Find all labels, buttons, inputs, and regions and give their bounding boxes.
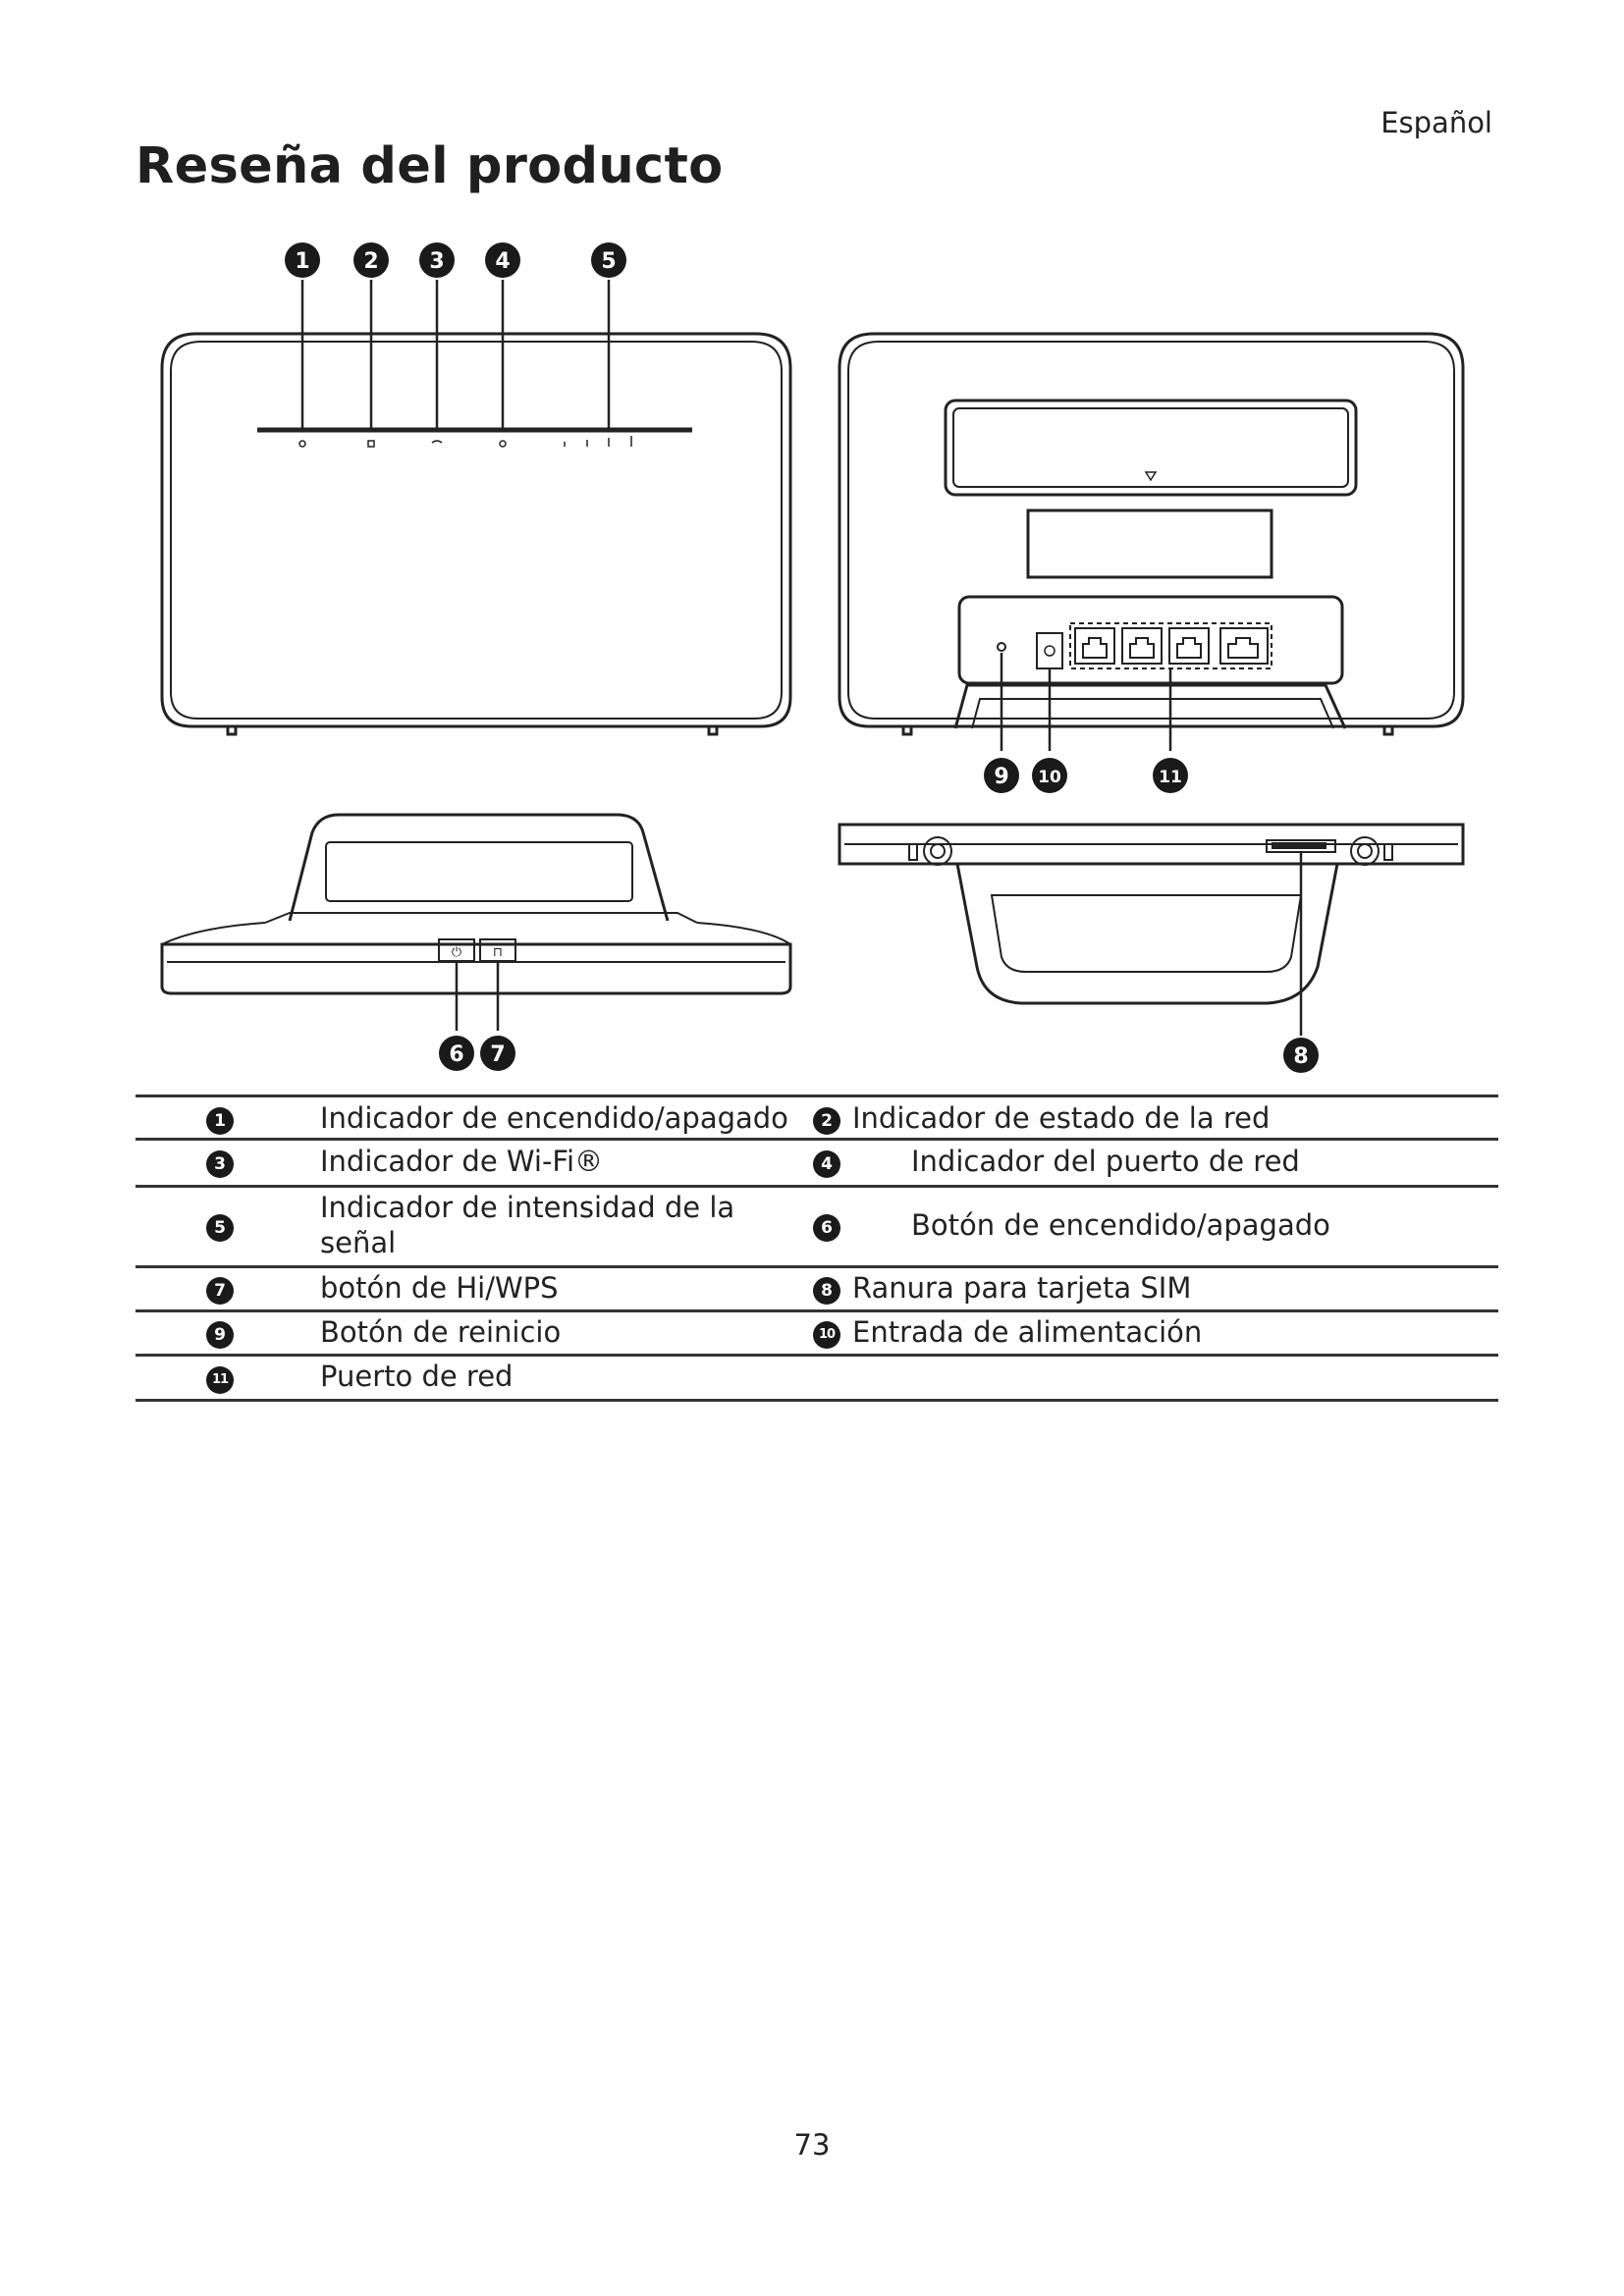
language-label: Español <box>1380 106 1492 139</box>
svg-text:9: 9 <box>994 765 1009 789</box>
router-back-view <box>839 334 1463 734</box>
legend-number: 9 <box>206 1321 234 1349</box>
legend-text: Botón de encendido/apagado <box>911 1208 1330 1242</box>
router-bottom-view <box>839 825 1463 1003</box>
svg-text:7: 7 <box>490 1042 506 1067</box>
svg-text:6: 6 <box>449 1042 464 1067</box>
legend-text: botón de Hi/WPS <box>320 1271 559 1305</box>
callout-9 <box>984 758 1019 793</box>
legend-row <box>135 1095 1498 1141</box>
legend-number: 11 <box>206 1366 234 1394</box>
legend-number: 8 <box>813 1277 840 1305</box>
legend-text: Botón de reinicio <box>320 1315 562 1349</box>
legend-row <box>135 1268 1498 1312</box>
legend-number: 3 <box>206 1150 234 1178</box>
legend-number: 1 <box>206 1107 234 1135</box>
front-leader-lines <box>302 280 609 432</box>
legend-text: señal <box>320 1226 397 1259</box>
legend-number: 5 <box>206 1214 234 1242</box>
legend-row <box>135 1357 1498 1402</box>
legend-text: Indicador de estado de la red <box>852 1101 1271 1135</box>
callout-5 <box>591 242 626 278</box>
callout-8 <box>1283 1038 1319 1073</box>
product-overview-figure <box>0 0 1624 1080</box>
legend-row <box>135 1312 1498 1357</box>
callout-4 <box>485 242 520 278</box>
legend-text: Indicador de intensidad de la <box>320 1191 735 1224</box>
callout-2 <box>353 242 389 278</box>
svg-text:1: 1 <box>295 249 310 274</box>
callout-1 <box>285 242 320 278</box>
router-front-view <box>162 334 790 734</box>
legend-text: Indicador de encendido/apagado <box>320 1101 788 1135</box>
svg-text:3: 3 <box>429 249 445 274</box>
legend-text: Entrada de alimentación <box>852 1315 1203 1349</box>
callout-11 <box>1153 758 1188 793</box>
legend-text: Indicador de Wi-Fi® <box>320 1145 604 1178</box>
page-title: Reseña del producto <box>135 137 724 195</box>
top-leader-lines <box>457 962 498 1031</box>
svg-text:8: 8 <box>1293 1044 1309 1069</box>
svg-text:⏻: ⏻ <box>451 945 462 960</box>
legend-text: Ranura para tarjeta SIM <box>852 1271 1192 1305</box>
legend-number: 2 <box>813 1107 840 1135</box>
legend-text: Puerto de red <box>320 1360 514 1393</box>
callout-6 <box>439 1036 474 1071</box>
legend-row <box>135 1141 1498 1188</box>
legend-text: Indicador del puerto de red <box>911 1145 1300 1178</box>
callout-10 <box>1032 758 1067 793</box>
svg-text:4: 4 <box>495 249 511 274</box>
legend-number: 4 <box>813 1150 840 1178</box>
svg-text:11: 11 <box>1159 768 1182 787</box>
callout-7 <box>480 1036 515 1071</box>
router-top-view <box>162 815 790 993</box>
legend-number: 10 <box>813 1321 840 1349</box>
svg-text:5: 5 <box>601 249 617 274</box>
legend-number: 7 <box>206 1277 234 1305</box>
svg-text:⊓: ⊓ <box>492 945 504 960</box>
legend-number: 6 <box>813 1214 840 1242</box>
svg-text:10: 10 <box>1038 768 1061 787</box>
legend-table <box>135 1095 1498 1402</box>
page-number: 73 <box>793 2128 831 2162</box>
callout-3 <box>419 242 455 278</box>
legend-row <box>135 1188 1498 1268</box>
svg-text:2: 2 <box>363 249 379 274</box>
